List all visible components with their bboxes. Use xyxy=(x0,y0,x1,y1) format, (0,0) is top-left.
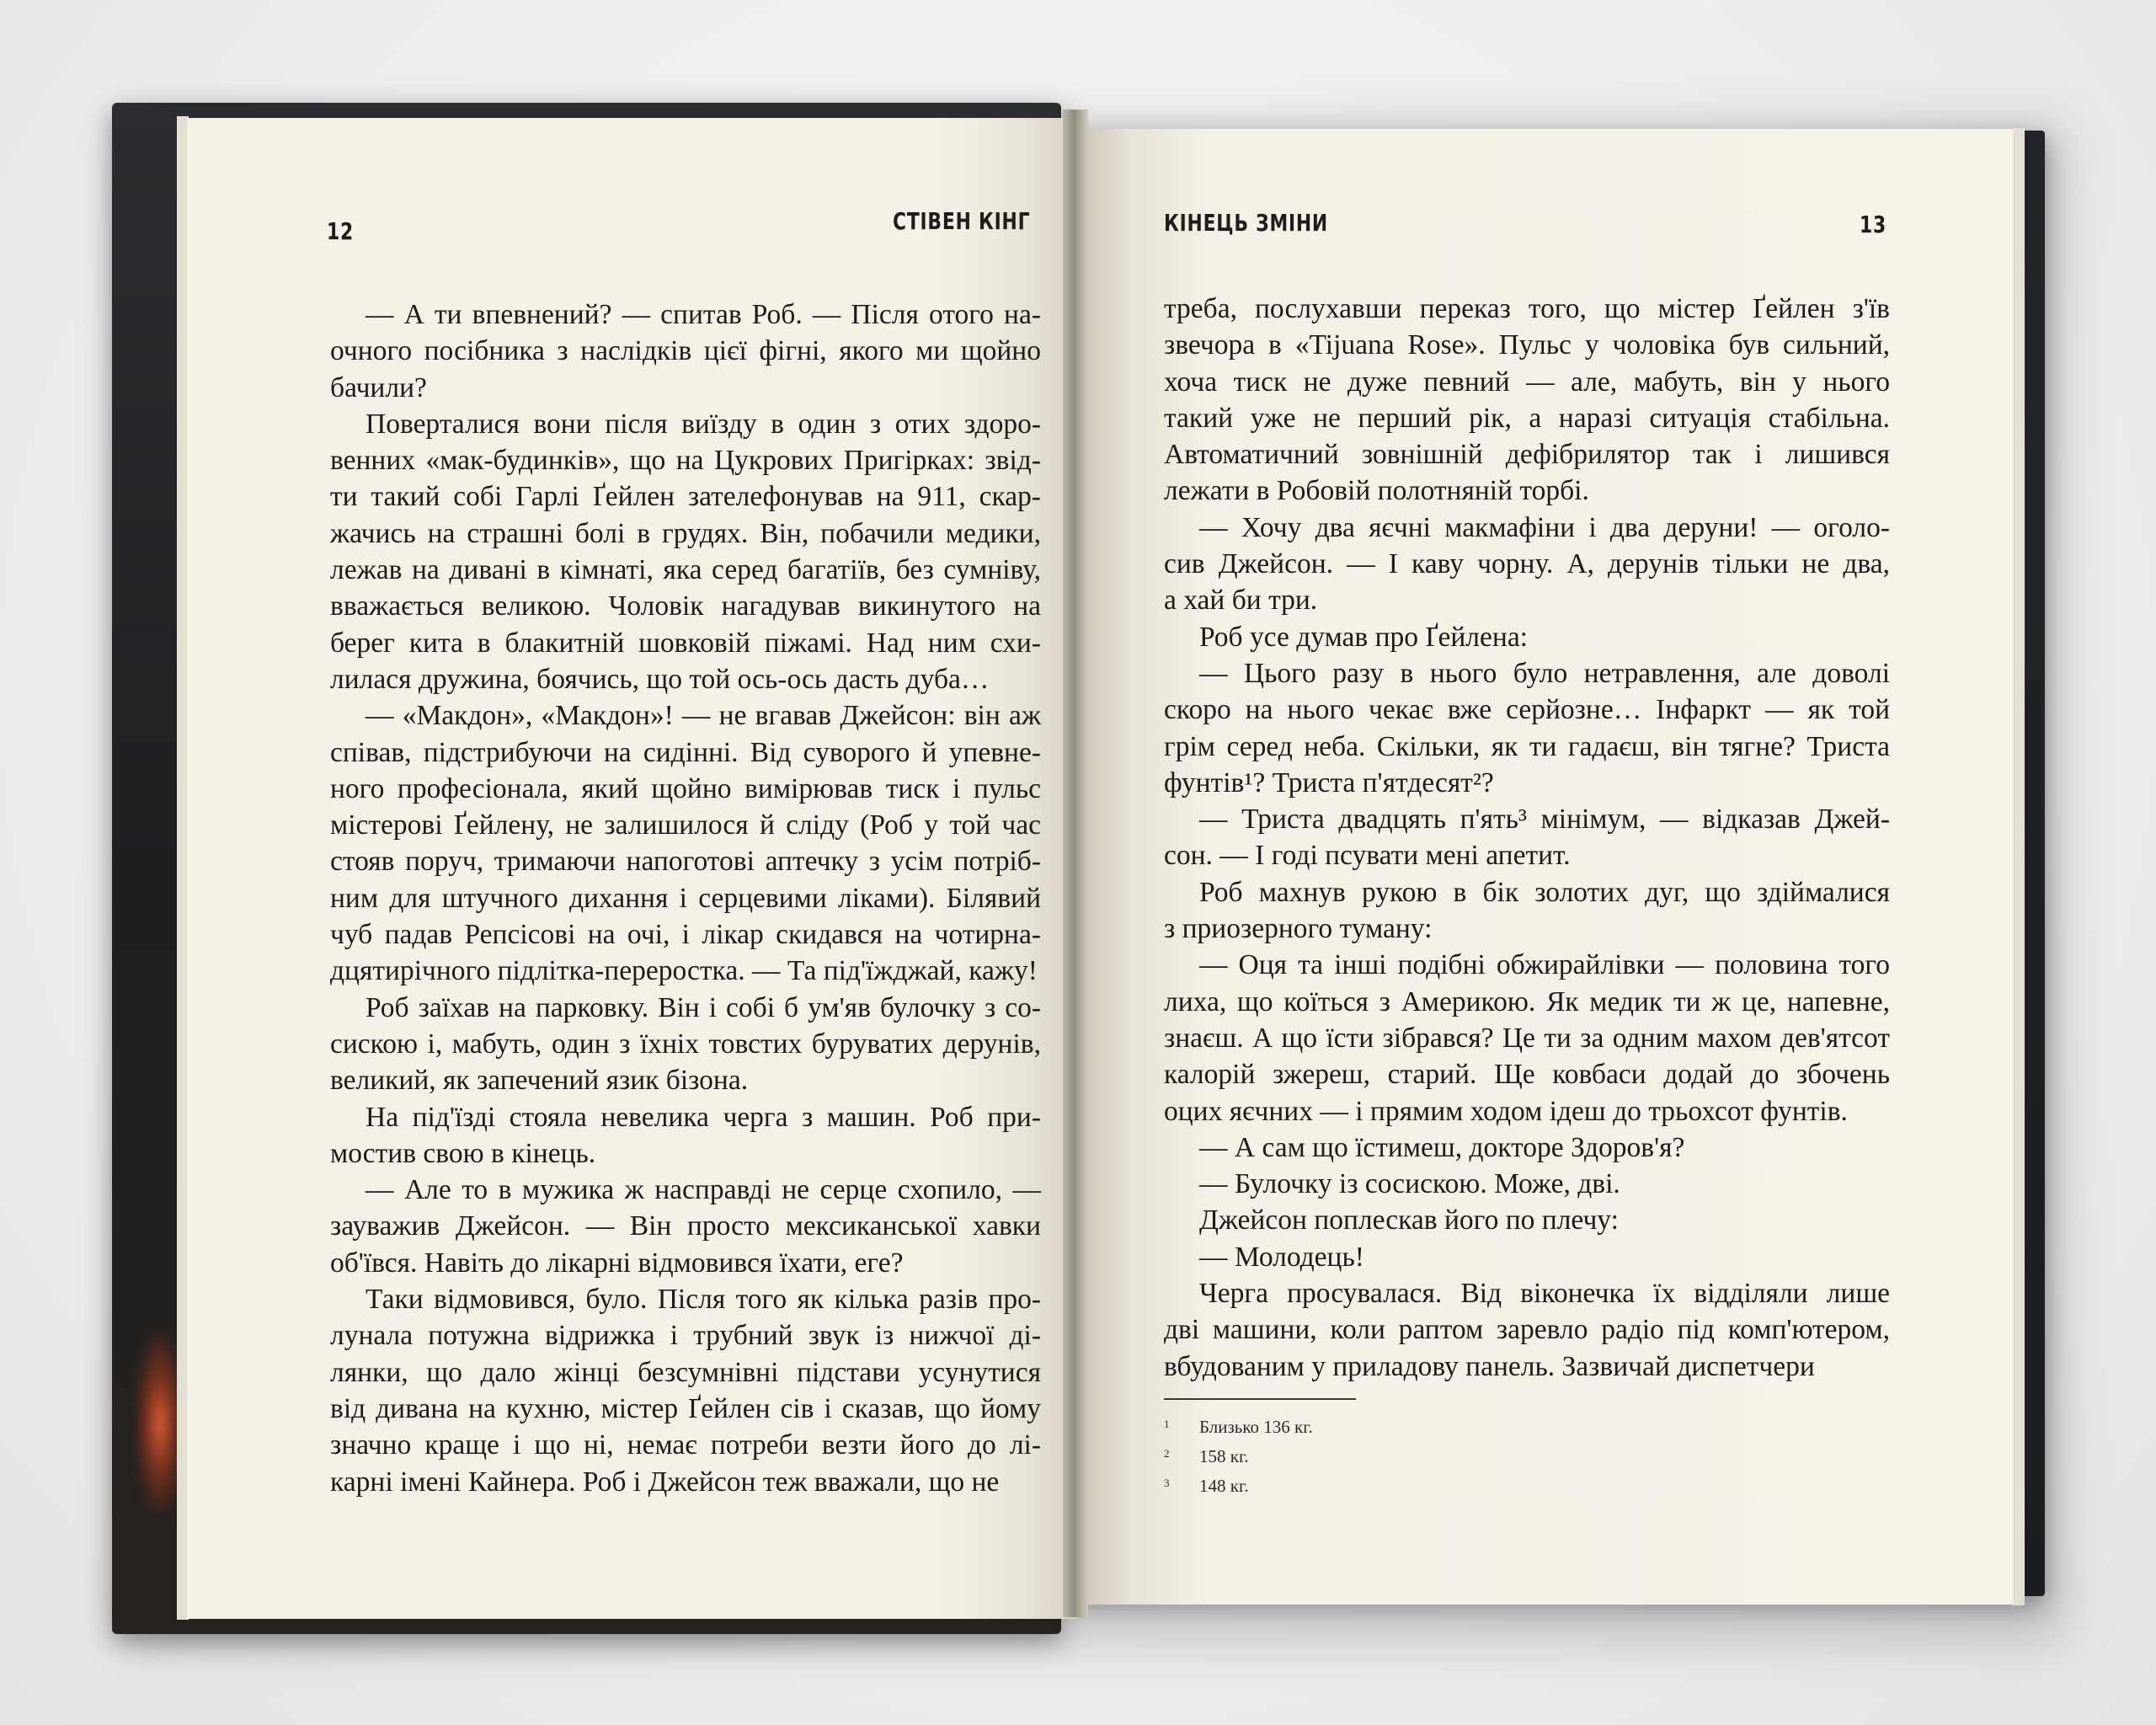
text-line: треба, послухавши переказ того, що містер Ґейлен з'їв xyxy=(1164,293,1890,324)
right-page-body xyxy=(1164,291,1890,1385)
text-line: значно краще і що ні, немає потреби везти його до лі- xyxy=(330,1429,1041,1461)
text-line: співав, підстрибуючи на сидінні. Від суворого й упевне- xyxy=(330,736,1041,768)
text-line: Джейсон поплескав його по плечу: xyxy=(1199,1204,1619,1236)
footnote-number: 2 xyxy=(1164,1447,1170,1460)
text-line: оцих яєчних — і прямим ходом ідеш до трьохсот фунтів. xyxy=(1164,1095,1848,1127)
text-line: жачись на страшні болі в грудях. Він, побачили медики, xyxy=(330,517,1041,549)
text-line: фунтів¹? Триста п'ятдесят²? xyxy=(1164,766,1494,798)
text-line: — Хочу два яєчні макмафіни і два деруни! — оголо- xyxy=(1199,511,1890,543)
text-line: ним для штучного дихання і серцевими ліками). Білявий xyxy=(330,882,1041,914)
text-line: Поверталися вони після виїзду в один з отих здоро- xyxy=(366,408,1041,440)
text-line: калорій зжереш, старий. Ще ковбаси додай до збочень xyxy=(1164,1059,1890,1091)
text-line: Черга просувалася. Від віконечка їх відділяли лише xyxy=(1199,1278,1890,1310)
page-edges-right xyxy=(2013,128,2025,1605)
text-line: — Цього разу в нього було нетравлення, але доволі xyxy=(1199,657,1890,689)
text-line: Автоматичний зовнішній дефібрилятор так і лишився xyxy=(1164,439,1890,471)
text-line: карні імені Кайнера. Роб і Джейсон теж вважали, що не xyxy=(330,1466,1000,1498)
text-line: Роб махнув рукою в бік золотих дуг, що здіймалися xyxy=(1199,876,1890,908)
footnote xyxy=(1164,1472,1585,1502)
text-line: лунала потужна відрижка і трубний звук із нижчої ді- xyxy=(330,1320,1041,1352)
text-line: — А сам що їстимеш, докторе Здоров'я? xyxy=(1199,1131,1685,1163)
text-line: з приозерного туману: xyxy=(1164,913,1433,945)
text-line: а хай би три. xyxy=(1164,585,1318,617)
text-line: лежав на дивані в кімнаті, яка серед багатіїв, без сумніву, xyxy=(330,554,1041,586)
text-line: бачили? xyxy=(330,371,427,403)
text-line: очного посібника з наслідків цієї фігні, якого ми щойно xyxy=(330,335,1041,367)
left-page-number: 12 xyxy=(327,217,354,245)
text-line: На під'їзді стояла невелика черга з машин. Роб при- xyxy=(366,1101,1041,1133)
footnote-text: 148 кг. xyxy=(1199,1476,1249,1496)
text-line: вважається великою. Чоловік нагадував викинутого на xyxy=(330,590,1041,622)
text-line: чуб падав Репсісові на очі, і лікар скидався на чотирна- xyxy=(330,919,1041,951)
book-gutter xyxy=(1063,109,1088,1617)
text-line: — А ти впевнений? — спитав Роб. — Після отого на- xyxy=(366,299,1041,330)
text-line: Роб заїхав на парковку. Він і собі б ум'яв булочку з со- xyxy=(366,991,1041,1023)
text-line: об'ївся. Навіть до лікарні відмовився їхати, еге? xyxy=(330,1247,904,1279)
text-line: великий, як запечений язик бізона. xyxy=(330,1065,749,1097)
text-line: — Молодець! xyxy=(1199,1241,1364,1273)
text-line: зауважив Джейсон. — Він просто мексиканської хавки xyxy=(330,1210,1041,1242)
footnote-separator xyxy=(1164,1398,1356,1400)
text-line: такий уже не перший рік, а наразі ситуація стабільна. xyxy=(1164,402,1890,434)
text-line: венних «мак-будинків», що на Цукрових Пригірках: звід- xyxy=(330,445,1041,477)
text-line: — Оця та інші подібні обжирайлівки — половина того xyxy=(1199,949,1890,981)
footnote xyxy=(1164,1413,1585,1443)
text-line: містерові Ґейлену, не залишилося й сліду (Роб у той час xyxy=(330,809,1041,841)
footnote-number: 1 xyxy=(1164,1418,1170,1430)
text-line: сон. — І годі псувати мені апетит. xyxy=(1164,840,1571,872)
text-line: берег кита в блакитній шовковій піжамі. Над ним схи- xyxy=(330,627,1041,659)
text-line: від дивана на кухню, містер Ґейлен сів і сказав, що йому xyxy=(330,1392,1041,1424)
text-line: — Булочку із сосискою. Може, дві. xyxy=(1199,1168,1620,1200)
footnote xyxy=(1164,1443,1585,1472)
text-line: мостив свою в кінець. xyxy=(330,1137,596,1169)
text-line: Таки відмовився, було. Після того як кілька разів про- xyxy=(366,1284,1041,1316)
text-line: сив Джейсон. — І каву чорну. А, дерунів тільки не два, xyxy=(1164,548,1890,580)
text-line: ти такий собі Гарлі Ґейлен зателефонував на 911, скар- xyxy=(330,481,1041,513)
text-line: дцятирічного підлітка-переростка. — Та під'їжджай, кажу! xyxy=(330,955,1038,987)
text-line: Роб усе думав про Ґейлена: xyxy=(1199,621,1528,653)
left-page-body xyxy=(330,296,1041,1500)
left-running-header: СТІВЕН КІНГ xyxy=(892,207,1030,235)
text-line: грім серед неба. Скільки, як ти гадаєш, він тягне? Триста xyxy=(1164,730,1890,762)
text-line: хоча тиск не дуже певний — але, мабуть, він у нього xyxy=(1164,366,1890,398)
footnote-text: Близько 136 кг. xyxy=(1199,1417,1313,1437)
text-line: дві машини, коли раптом заревло радіо під комп'ютером, xyxy=(1164,1314,1890,1346)
text-line: — «Макдон», «Макдон»! — не вгавав Джейсон: він аж xyxy=(366,700,1041,732)
text-line: скоро на нього чекає вже серйозне… Інфаркт — як той xyxy=(1164,694,1890,726)
text-line: знаєш. А що їсти зібрався? Це ти за одним махом дев'ятсот xyxy=(1164,1022,1890,1054)
text-line: лянки, що дало жінці безсумнівні підстави усунутися xyxy=(330,1356,1041,1388)
text-line: вбудованим у приладову панель. Зазвичай диспетчери xyxy=(1164,1350,1815,1382)
text-line: — Триста двадцять п'ять³ мінімум, — відказав Джей- xyxy=(1199,804,1890,836)
right-page-number: 13 xyxy=(1860,211,1886,238)
footnote-text: 158 кг. xyxy=(1199,1446,1249,1466)
text-line: лежати в Робовій полотняній торбі. xyxy=(1164,475,1589,507)
footnotes xyxy=(1164,1413,1585,1502)
text-line: лиха, що коїться з Америкою. Як медик ти ж це, напевне, xyxy=(1164,985,1890,1017)
text-line: сискою і, мабуть, один з їхніх товстих буруватих дерунів, xyxy=(330,1028,1041,1060)
text-line: ного професіонала, який щойно вимірював тиск і пульс xyxy=(330,772,1041,804)
footnote-number: 3 xyxy=(1164,1477,1170,1489)
text-line: стояв поруч, тримаючи напоготові аптечку з усім потріб- xyxy=(330,846,1041,878)
text-line: лилася дружина, боячись, що той ось-ось дасть дуба… xyxy=(330,663,990,695)
right-running-header: КІНЕЦЬ ЗМІНИ xyxy=(1164,209,1328,237)
text-line: звечора в «Tijuana Rose». Пульс у чоловіка був сильний, xyxy=(1164,329,1890,361)
text-line: — Але то в мужика ж насправді не серце схопило, — xyxy=(366,1174,1041,1206)
